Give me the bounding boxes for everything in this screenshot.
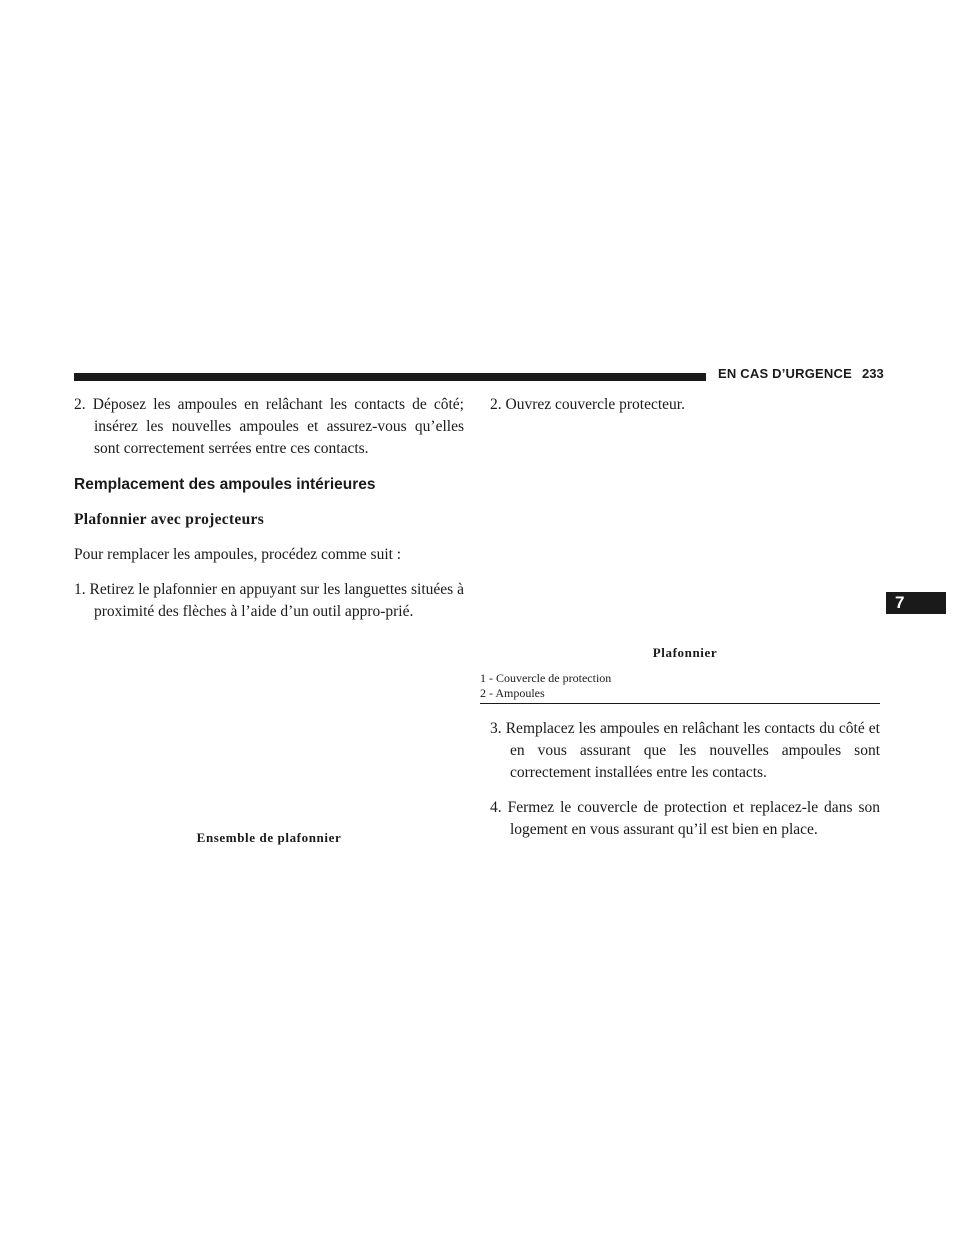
right-step-2: 2. Ouvrez couvercle protecteur.: [490, 396, 685, 413]
page-number: 233: [862, 366, 884, 381]
figure-caption-plafonnier: Plafonnier: [652, 645, 718, 660]
right-column-top: [490, 394, 880, 416]
legend-item: 1 - Couvercle de protection: [480, 671, 612, 685]
legend-item: 2 - Ampoules: [480, 686, 545, 700]
subsection-title: Plafonnier avec projecteurs: [74, 511, 265, 528]
figure-caption-ensemble: Ensemble de plafonnier: [196, 830, 342, 845]
right-step-3: 3. Remplacez les ampoules en relâchant les contacts du côté et en vous assurant que les nouvelles ampoules sont correctement installées entre les contacts.: [490, 720, 880, 781]
left-column: [74, 394, 464, 623]
figure-legend: [480, 671, 880, 704]
left-step-1: 1. Retirez le plafonnier en appuyant sur les languettes situées à proximité des flèches à l’aide d’un outil appro-prié.: [74, 581, 464, 620]
section-title: Remplacement des ampoules intérieures: [74, 476, 376, 493]
header-rule: [74, 373, 706, 381]
intro-text: Pour remplacer les ampoules, procédez comme suit :: [74, 546, 402, 563]
right-step-4: 4. Fermez le couvercle de protection et replacez-le dans son logement en vous assurant qu’il est bien en place.: [490, 799, 880, 838]
section-header: EN CAS D’URGENCE: [718, 366, 852, 381]
right-column-bottom: [490, 718, 880, 841]
chapter-tab: 7: [886, 592, 946, 614]
left-step-2: 2. Déposez les ampoules en relâchant les contacts de côté; insérez les nouvelles ampoules et assurez-vous qu’elles sont correctement serrées entre ces contacts.: [74, 396, 464, 457]
